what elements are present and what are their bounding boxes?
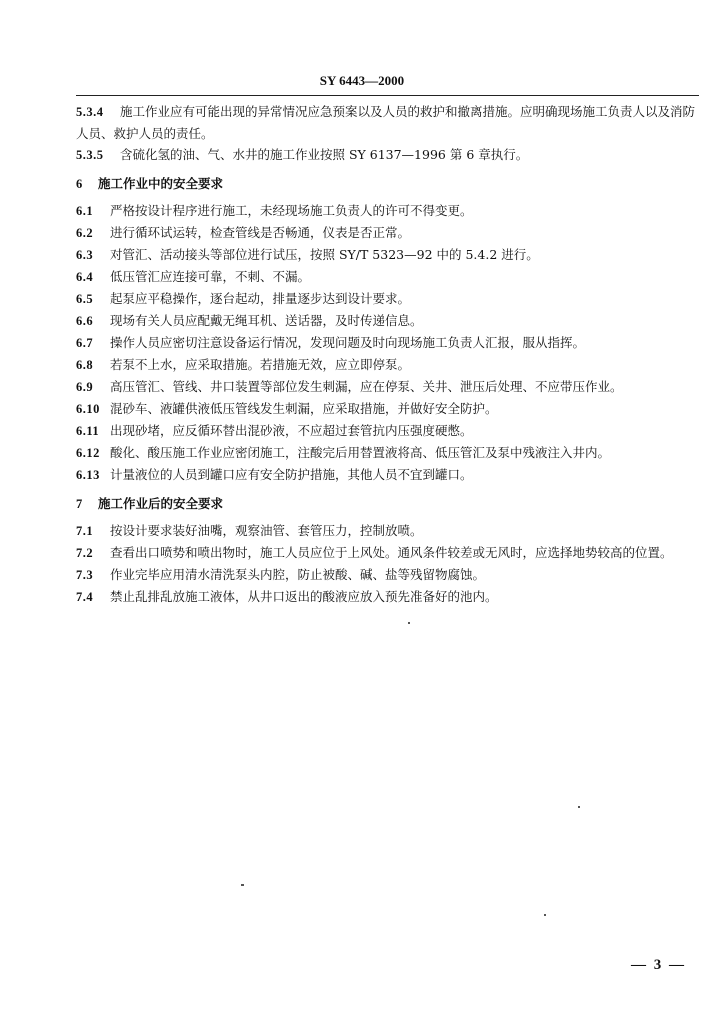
section-7-heading: [76, 493, 699, 515]
clause-6-8: [76, 354, 699, 376]
clause-number: 7.4: [76, 590, 94, 604]
clause-number: 5.3.5: [76, 148, 104, 162]
clause-text: 起泵应平稳操作，逐台起动，排量逐步达到设计要求。: [110, 291, 411, 306]
clause-number: 6.2: [76, 226, 94, 240]
section-number: 6: [76, 177, 83, 191]
clause-number: 6.9: [76, 380, 94, 394]
clause-text: 高压管汇、管线、井口装置等部位发生刺漏，应在停泵、关井、泄压后处理、不应带压作业。: [110, 379, 623, 394]
clause-number: 6.4: [76, 270, 94, 284]
scan-speck: [578, 806, 580, 808]
clause-6-12: [76, 442, 699, 464]
clause-text: 进行循环试运转，检查管线是否畅通，仪表是否正常。: [110, 225, 411, 240]
clause-number: 5.3.4: [76, 105, 104, 119]
clause-5-3-5: [76, 144, 699, 166]
clause-7-3: [76, 564, 699, 586]
clause-text: 若泵不上水，应采取措施。若措施无效，应立即停泵。: [110, 357, 411, 372]
clause-text: 查看出口喷势和喷出物时，施工人员应位于上风处。通风条件较差或无风时，应选择地势较高的位置。: [110, 545, 673, 560]
clause-text: 出现砂堵，应反循环替出混砂液，不应超过套管抗内压强度硬憋。: [110, 423, 473, 438]
clause-text: 操作人员应密切注意设备运行情况，发现问题及时向现场施工负责人汇报，服从指挥。: [110, 335, 586, 350]
clause-number: 6.13: [76, 468, 100, 482]
clause-text: 对管汇、活动接头等部位进行试压，按照 SY/T 5323—92 中的 5.4.2 进行。: [110, 247, 539, 262]
clause-6-10: [76, 398, 699, 420]
section-title: 施工作业后的安全要求: [98, 496, 224, 511]
clause-text: 酸化、酸压施工作业应密闭施工，注酸完后用替置液将高、低压管汇及泵中残液注入井内。: [110, 445, 611, 460]
clause-6-2: [76, 222, 699, 244]
clause-number: 6.11: [76, 424, 100, 438]
clause-text: 严格按设计程序进行施工，未经现场施工负责人的许可不得变更。: [110, 203, 473, 218]
clause-6-11: [76, 420, 699, 442]
clause-7-1: [76, 520, 699, 542]
clause-number: 6.8: [76, 358, 94, 372]
clause-text: 作业完毕应用清水清洗泵头内腔，防止被酸、碱、盐等残留物腐蚀。: [110, 567, 486, 582]
page-number: — 3 —: [631, 957, 686, 973]
clause-6-7: [76, 332, 699, 354]
clause-text: 按设计要求装好油嘴，观察油管、套管压力，控制放喷。: [110, 523, 423, 538]
section-title: 施工作业中的安全要求: [98, 176, 224, 191]
section-6-heading: [76, 173, 699, 195]
clause-6-1: [76, 200, 699, 222]
clause-6-3: [76, 244, 699, 266]
clause-6-6: [76, 310, 699, 332]
clause-7-4: [76, 586, 699, 608]
clause-text: 现场有关人员应配戴无绳耳机、送话器，及时传递信息。: [110, 313, 423, 328]
clause-number: 6.1: [76, 204, 94, 218]
clause-number: 6.3: [76, 248, 94, 262]
scan-speck: [544, 914, 546, 916]
clause-number: 7.1: [76, 524, 94, 538]
clause-number: 6.6: [76, 314, 94, 328]
clause-text: 计量液位的人员到罐口应有安全防护措施，其他人员不宜到罐口。: [110, 467, 473, 482]
clause-6-13: [76, 464, 699, 486]
clause-5-3-4: [76, 101, 699, 144]
clause-number: 6.5: [76, 292, 94, 306]
clause-text: 禁止乱排乱放施工液体，从井口返出的酸液应放入预先准备好的池内。: [110, 589, 498, 604]
clause-number: 6.7: [76, 336, 94, 350]
clause-6-5: [76, 288, 699, 310]
clause-7-2: [76, 542, 699, 564]
document-header-code: SY 6443—2000: [319, 73, 405, 88]
clause-number: 6.10: [76, 402, 100, 416]
header-rule: [76, 95, 699, 96]
clause-6-9: [76, 376, 699, 398]
clause-6-4: [76, 266, 699, 288]
clause-text: 施工作业应有可能出现的异常情况应急预案以及人员的救护和撤离措施。应明确现场施工负责人以及消防人员、救护人员的责任。: [76, 104, 695, 141]
scan-speck: [408, 622, 410, 624]
clause-number: 7.3: [76, 568, 94, 582]
clause-number: 7.2: [76, 546, 94, 560]
clause-number: 6.12: [76, 446, 100, 460]
clause-text: 混砂车、液罐供液低压管线发生刺漏，应采取措施，并做好安全防护。: [110, 401, 498, 416]
document-body: [76, 101, 699, 608]
section-number: 7: [76, 497, 83, 511]
scan-speck: [241, 884, 244, 886]
clause-text: 含硫化氢的油、气、水井的施工作业按照 SY 6137—1996 第 6 章执行。: [119, 147, 529, 162]
clause-text: 低压管汇应连接可靠，不刺、不漏。: [110, 269, 311, 284]
